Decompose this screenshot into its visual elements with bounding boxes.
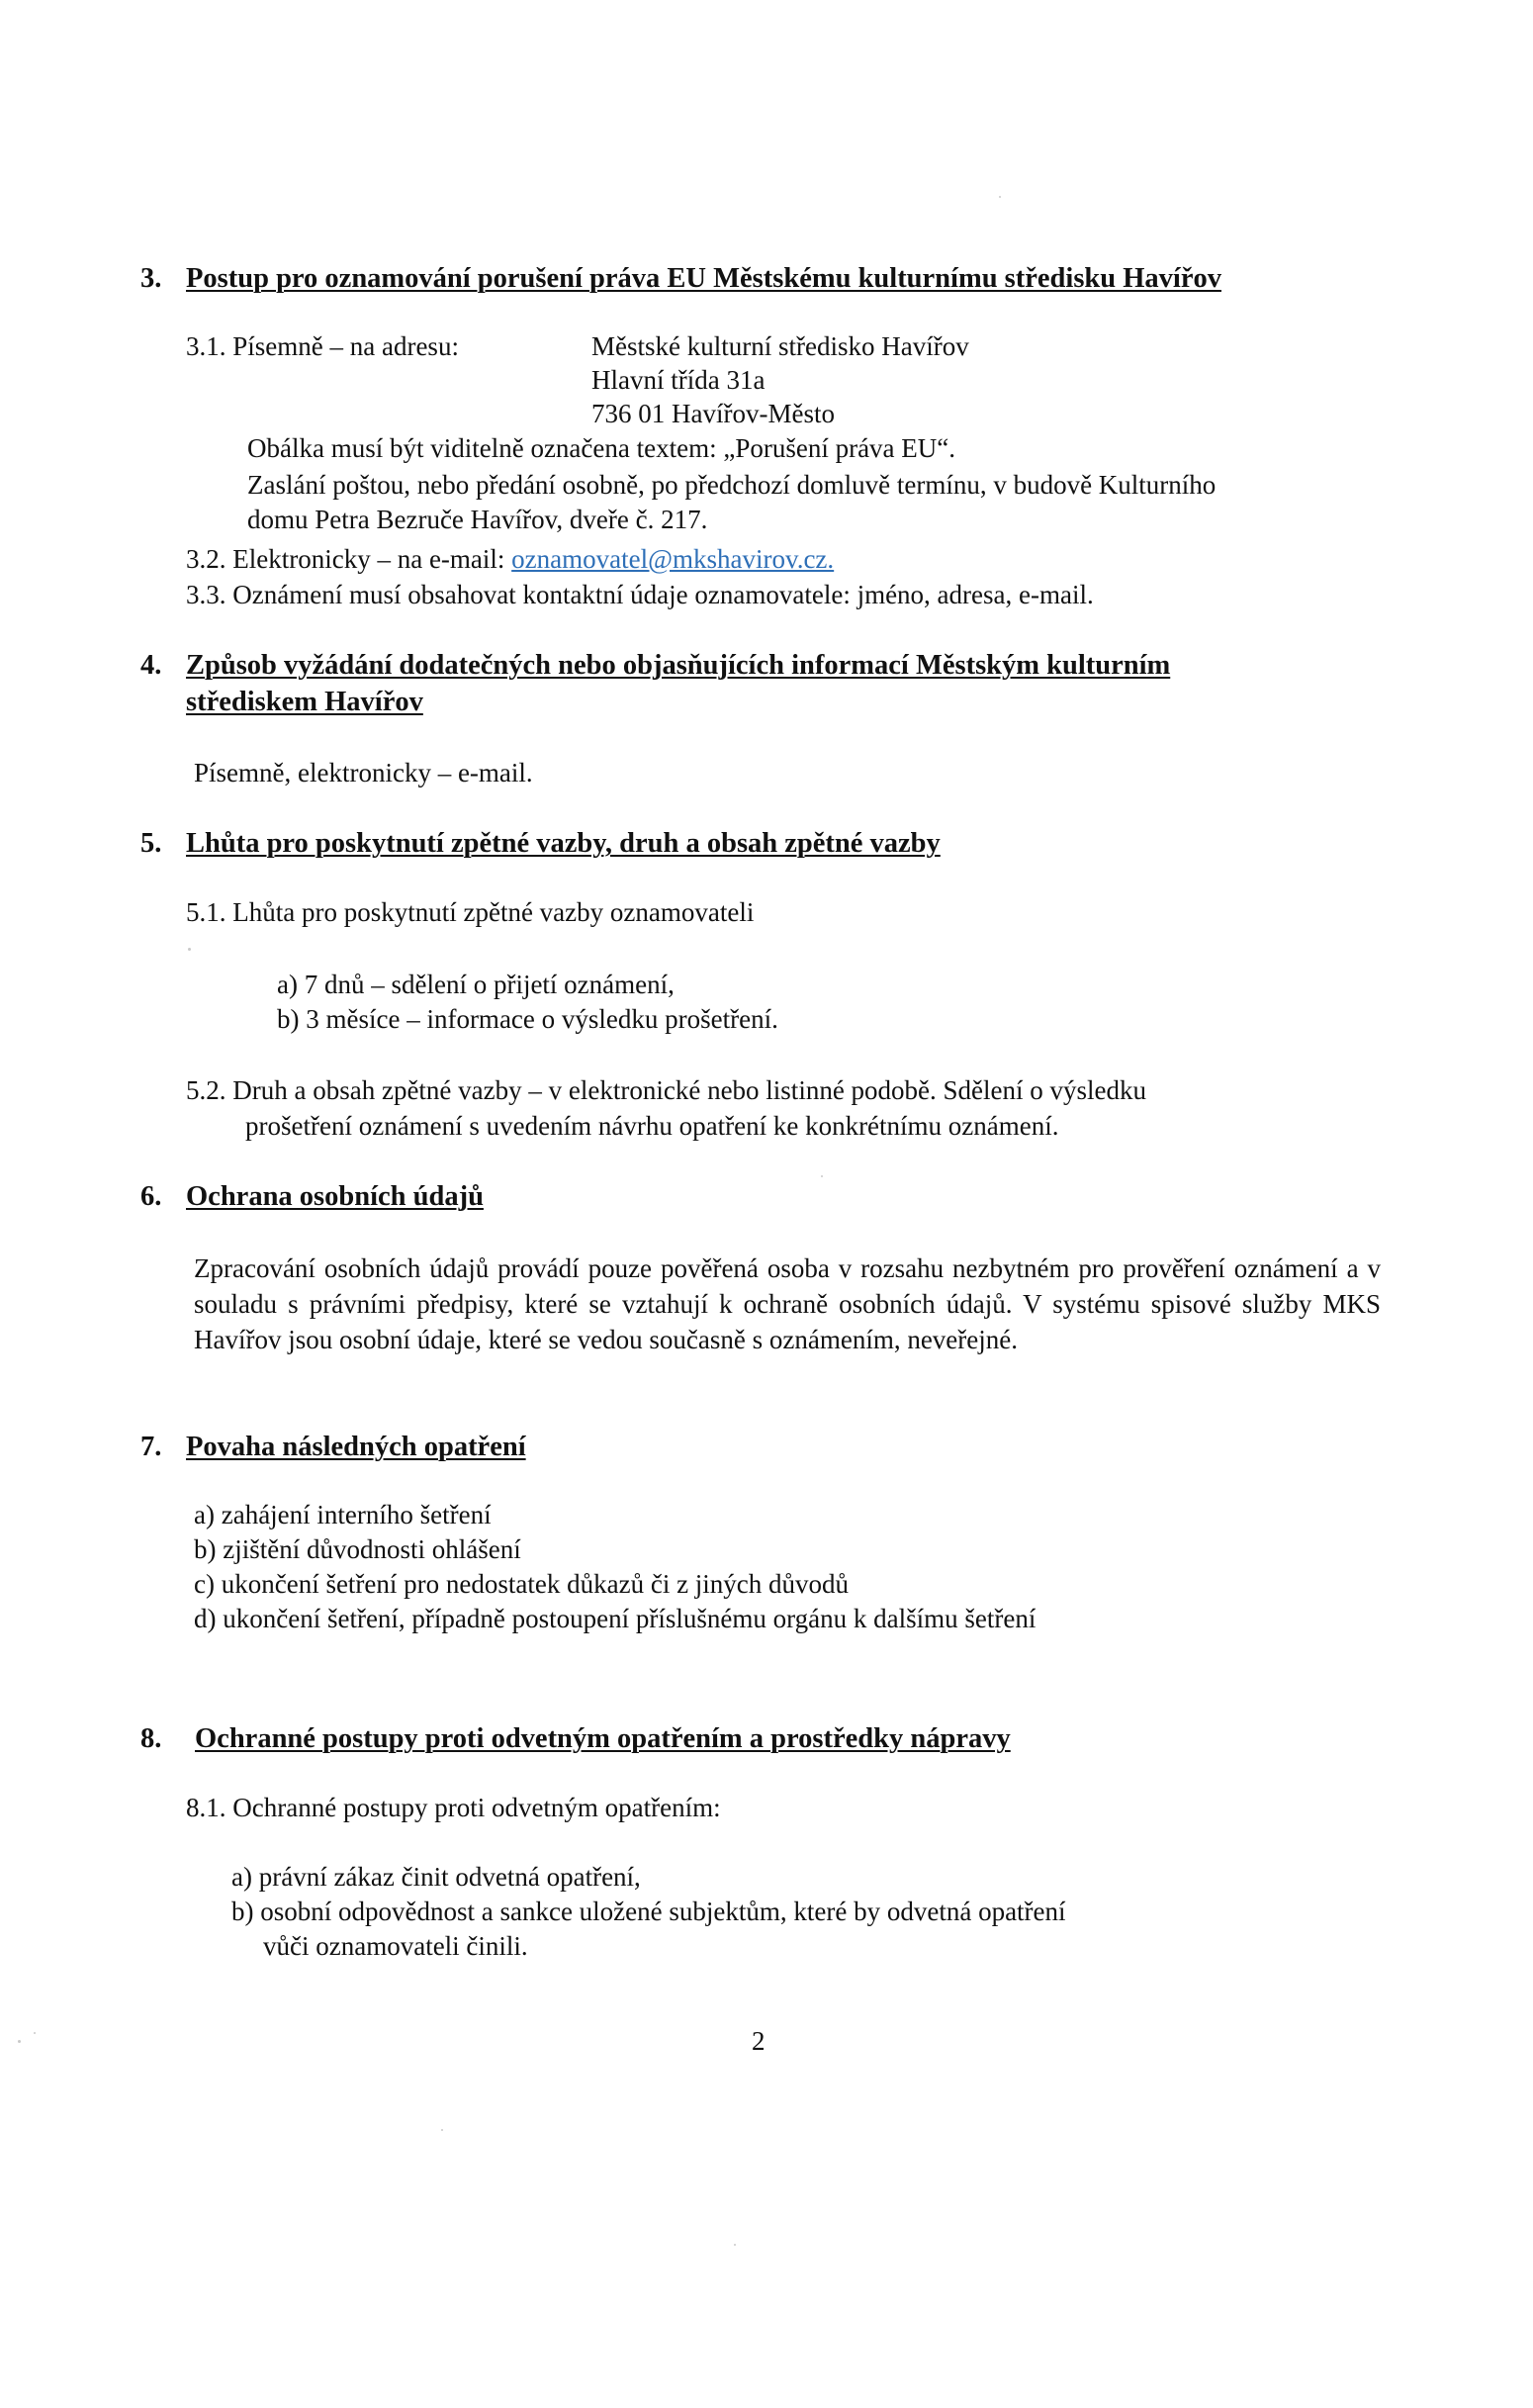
item-8-1-b-line-2: vůči oznamovateli činili. [263,1931,528,1961]
item-3-2-label: 3.2. Elektronicky – na e-mail: [186,544,512,574]
item-3-3: 3.3. Oznámení musí obsahovat kontaktní údaje oznamovatele: jméno, adresa, e-mail. [186,580,1094,609]
section-title-line-2: střediskem Havířov [186,687,423,717]
section-4-heading-cont [186,685,423,720]
scan-speck [821,1175,823,1177]
section-6-heading [140,1179,484,1215]
list-item: d) ukončení šetření, případně postoupení příslušnému orgánu k dalšímu šetření [194,1604,1037,1633]
section-number: 4. [140,650,162,681]
scan-speck [18,2040,21,2043]
item-8-1-b-line-1: b) osobní odpovědnost a sankce uložené subjektům, které by odvetná opatření [231,1897,1066,1926]
section-title: Povaha následných opatření [186,1432,526,1462]
scan-speck [34,2032,36,2034]
address-line-1: Městské kulturní středisko Havířov [591,331,969,361]
item-8-1-a: a) právní zákaz činit odvetná opatření, [231,1862,641,1892]
section-7-heading [140,1430,526,1465]
item-3-2 [186,542,834,576]
scan-speck [734,2244,736,2246]
list-item: c) ukončení šetření pro nedostatek důkazů či z jiných důvodů [194,1569,850,1599]
section-4-body: Písemně, elektronicky – e-mail. [194,758,533,787]
section-title-line-1: Způsob vyžádání dodatečných nebo objasňujících informací Městským kulturním [186,650,1171,681]
section-6-body: Zpracování osobních údajů provádí pouze pověřená osoba v rozsahu nezbytném pro prověření oznámení a v souladu s právními předpisy, které se vztahují k ochraně osobních údajů. V systému spisové služby MKS Havířov jsou osobní údaje, které se vedou současně s oznámením, neveřejné. [194,1253,1381,1354]
section-5-heading [140,826,941,862]
section-number: 7. [140,1432,162,1462]
section-number: 5. [140,828,162,859]
scan-speck [441,2129,443,2131]
section-3-heading [140,261,1221,297]
item-5-1: 5.1. Lhůta pro poskytnutí zpětné vazby oznamovateli [186,897,755,927]
email-link[interactable]: oznamovatel@mkshavirov.cz. [511,544,835,574]
item-5-1-a: a) 7 dnů – sdělení o přijetí oznámení, [277,970,675,999]
scan-speck [188,948,191,951]
delivery-line-1: Zaslání poštou, nebo předání osobně, po předchozí domluvě termínu, v budově Kulturního [247,470,1217,500]
list-item: b) zjištění důvodnosti ohlášení [194,1534,521,1564]
address-line-3: 736 01 Havířov-Město [591,399,835,428]
section-title: Lhůta pro poskytnutí zpětné vazby, druh a obsah zpětné vazby [186,828,941,859]
section-4-heading [140,648,1170,684]
item-5-1-b: b) 3 měsíce – informace o výsledku prošetření. [277,1004,778,1034]
delivery-line-2: domu Petra Bezruče Havířov, dveře č. 217. [247,505,708,534]
envelope-note: Obálka musí být viditelně označena textem: „Porušení práva EU“. [247,433,956,463]
page-number: 2 [752,2026,766,2056]
item-8-1: 8.1. Ochranné postupy proti odvetným opatřením: [186,1793,721,1822]
item-3-1-label: 3.1. Písemně – na adresu: [186,331,459,361]
address-line-2: Hlavní třída 31a [591,365,766,395]
section-title: Ochrana osobních údajů [186,1181,484,1212]
section-number: 3. [140,263,162,294]
item-5-2-line-1: 5.2. Druh a obsah zpětné vazby – v elektronické nebo listinné podobě. Sdělení o výsledku [186,1075,1147,1105]
section-number: 8. [140,1723,162,1754]
section-8-heading [140,1721,1011,1757]
section-number: 6. [140,1181,162,1212]
list-item: a) zahájení interního šetření [194,1500,492,1529]
section-title: Ochranné postupy proti odvetným opatřením a prostředky nápravy [195,1723,1011,1754]
section-title: Postup pro oznamování porušení práva EU Městskému kulturnímu středisku Havířov [186,263,1221,294]
scan-speck [999,196,1001,198]
item-5-2-line-2: prošetření oznámení s uvedením návrhu opatření ke konkrétnímu oznámení. [245,1111,1059,1141]
